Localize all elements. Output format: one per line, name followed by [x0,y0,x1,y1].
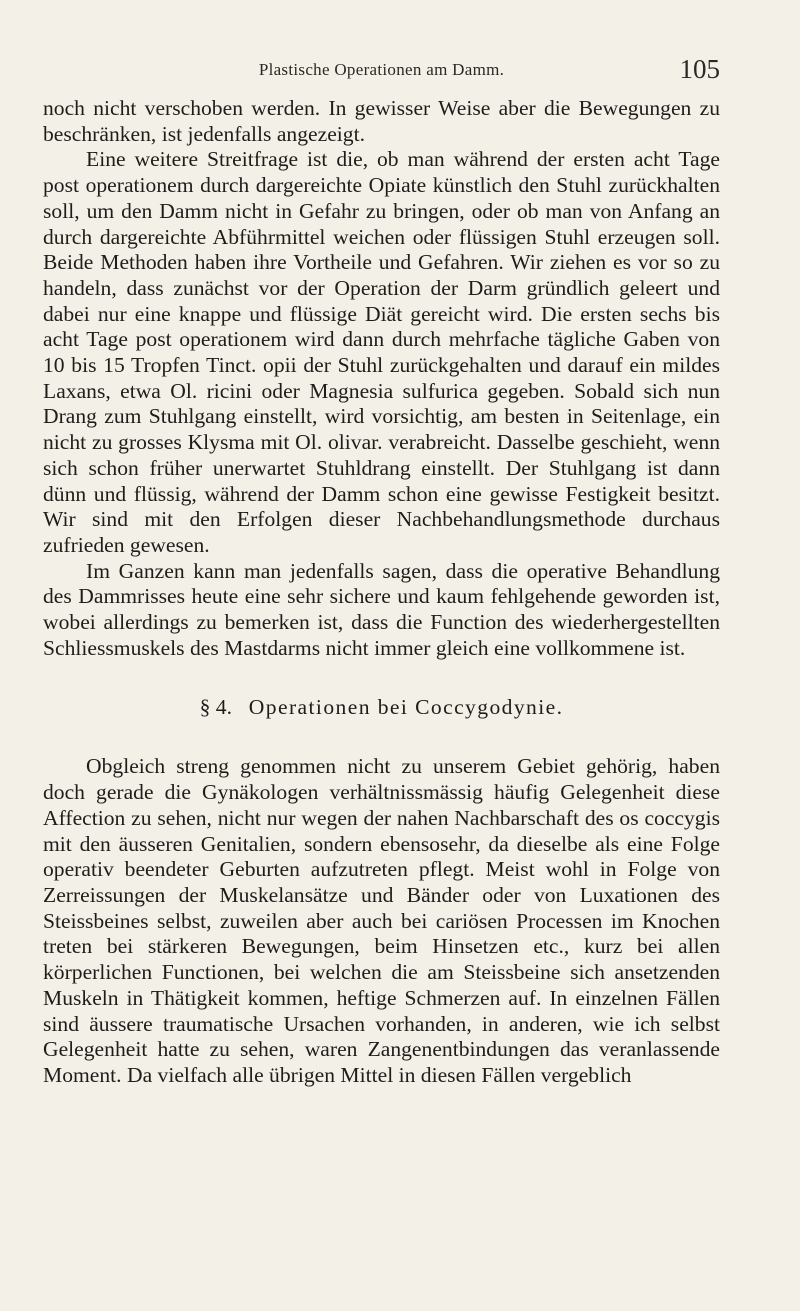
section-number: § 4. [199,695,232,720]
running-title: Plastische Operationen am Damm. [258,60,505,79]
paragraph-obgleich: Obgleich streng genommen nicht zu unserem Gebiet gehörig, haben doch gerade die Gynäkologen verhältnissmässig häufig Gelegenheit diese Affection zu sehen, nicht nur wegen der nahen Nachbarschaft des os coccygis mit den äusseren Genitalien, sondern ebensosehr, da dieselbe als eine Folge operativ beendeter Geburten aufzutreten pflegt. Meist wohl in Folge von Zerreissungen der Muskelansätze und Bänder oder von Luxationen des Steissbeines selbst, zuweilen aber auch bei cariösen Processen im Knochen treten bei stärkeren Bewegungen, beim Hinsetzen etc., kurz bei allen körperlichen Functionen, bei welchen die am Steissbeine sich ansetzenden Muskeln in Thätigkeit kommen, heftige Schmerzen auf. In einzelnen Fällen sind äussere traumatische Ursachen vorhanden, in anderen, wie ich selbst Gelegenheit hatte zu sehen, waren Zangenentbindungen das veranlassende Moment. Da vielfach alle übrigen Mittel in diesen Fällen vergeblich [43,754,720,1087]
page-number: 105 [679,54,720,84]
section-title: Operationen bei Coccygodynie. [248,695,564,720]
body-text [43,96,720,1089]
section-heading [43,695,720,720]
paragraph-streitfrage: Eine weitere Streitfrage ist die, ob man während der ersten acht Tage post operationem durch dargereichte Opiate künstlich den Stuhl zurückhalten soll, um den Damm nicht in Gefahr zu bringen, oder ob man von Anfang an durch dargereichte Abführmittel weichen oder flüssigen Stuhl erzeugen soll. Beide Methoden haben ihre Vortheile und Gefahren. Wir ziehen es vor so zu handeln, dass zunächst vor der Operation der Darm gründlich geleert und dabei nur eine knappe und flüssige Diät gereicht wird. Die ersten sechs bis acht Tage post operationem wird dann durch mehrfache tägliche Gaben von 10 bis 15 Tropfen Tinct. opii der Stuhl zurückgehalten und darauf ein mildes Laxans, etwa Ol. ricini oder Magnesia sulfurica gegeben. Sobald sich nun Drang zum Stuhlgang einstellt, wird vorsichtig, am besten in Seitenlage, ein nicht zu grosses Klysma mit Ol. olivar. verabreicht. Dasselbe geschieht, wenn sich schon früher unerwartet Stuhldrang einstellt. Der Stuhlgang ist dann dünn und flüssig, während der Damm schon eine gewisse Festigkeit besitzt. Wir sind mit den Erfolgen dieser Nachbehandlungsmethode durchaus zufrieden gewesen. [43,147,720,557]
paragraph-continuation: noch nicht verschoben werden. In gewisser Weise aber die Bewegungen zu beschränken, ist jedenfalls angezeigt. [43,96,720,146]
running-header [43,54,720,84]
paragraph-im-ganzen: Im Ganzen kann man jedenfalls sagen, dass die operative Behandlung des Dammrisses heute eine sehr sichere und kaum fehlgehende geworden ist, wobei allerdings zu bemerken ist, dass die Function des wiederhergestellten Schliessmuskels des Mastdarms nicht immer gleich eine vollkommene ist. [43,558,720,660]
